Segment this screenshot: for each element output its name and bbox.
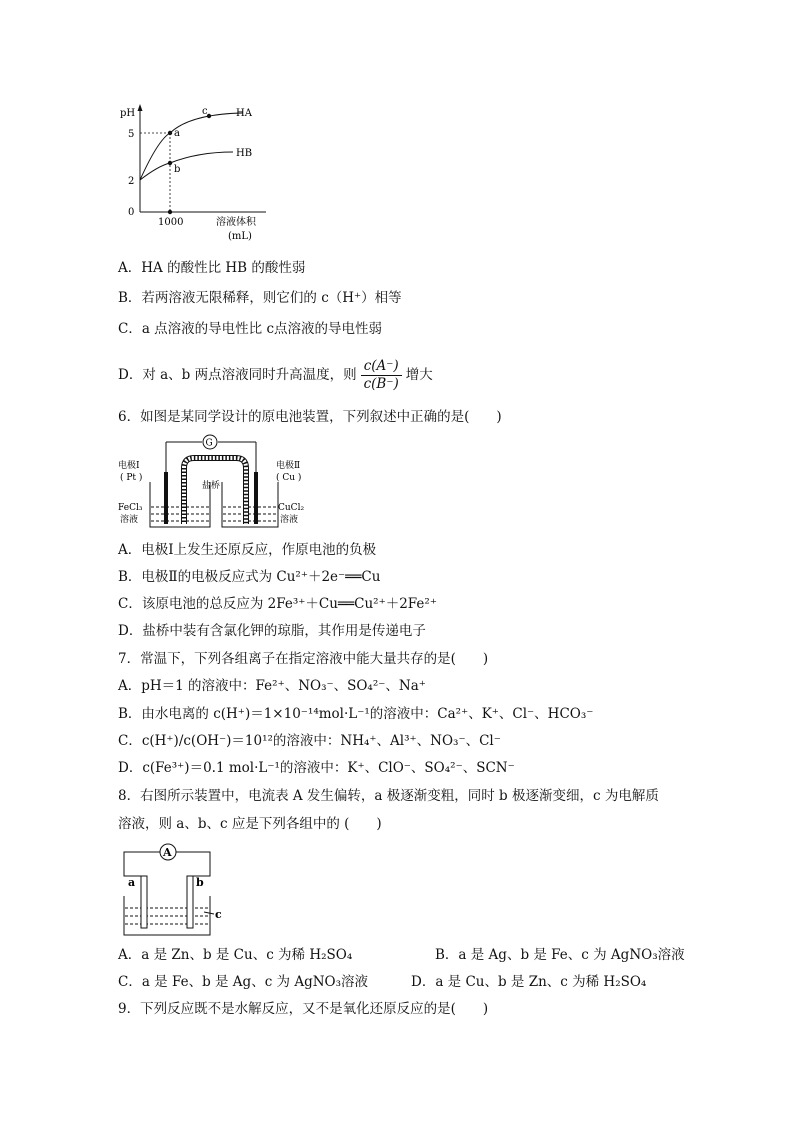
left-solution-label-1: FeCl₃ <box>118 503 143 513</box>
q5-option-b: B．若两溶液无限稀释，则它们的 c（H⁺）相等 <box>118 290 402 306</box>
point-b-label: b <box>174 164 181 175</box>
x-1000-dot <box>168 210 172 214</box>
curve-hb-label: HB <box>236 148 253 159</box>
electrolyte-label: c <box>215 908 222 921</box>
point-a-label: a <box>174 128 180 139</box>
q6-option-a: A．电极Ⅰ上发生还原反应，作原电池的负极 <box>118 542 377 558</box>
electrode-a <box>141 876 147 928</box>
q7-stem: 7．常温下，下列各组离子在指定溶液中能大量共存的是( ) <box>118 651 489 667</box>
galvanic-cell-diagram <box>118 432 318 532</box>
q7-option-a: A．pH＝1 的溶液中：Fe²⁺、NO₃⁻、SO₄²⁻、Na⁺ <box>118 678 426 694</box>
q6-option-c: C．该原电池的总反应为 2Fe³⁺＋Cu══Cu²⁺＋2Fe²⁺ <box>118 596 437 612</box>
right-solution-label-2: 溶液 <box>280 515 299 525</box>
q6-stem: 6．如图是某同学设计的原电池装置，下列叙述中正确的是( ) <box>118 409 502 425</box>
left-solution-label-2: 溶液 <box>120 515 139 525</box>
electrode-2-label: 电极Ⅱ <box>276 461 301 471</box>
fraction-numerator: c(A⁻) <box>361 358 402 376</box>
right-beaker <box>222 482 278 527</box>
left-beaker <box>150 482 210 527</box>
q5-option-c: C．a 点溶液的导电性比 c点溶液的导电性弱 <box>118 321 383 337</box>
q8-stem-line-2: 溶液，则 a、b、c 应是下列各组中的 ( ) <box>118 816 382 832</box>
curve-hb <box>140 152 233 180</box>
electrode-pt <box>164 472 168 524</box>
ammeter-cell-diagram <box>118 840 228 940</box>
q9-stem: 9．下列反应既不是水解反应，又不是氧化还原反应的是( ) <box>118 1001 489 1017</box>
electrode-a-label: a <box>128 876 136 889</box>
q6-option-d: D．盐桥中装有含氯化钾的琼脂，其作用是传递电子 <box>118 623 426 639</box>
q8-option-d: D．a 是 Cu、b 是 Zn、c 为稀 H₂SO₄ <box>411 974 647 990</box>
electrode-1-label: 电极Ⅰ <box>118 461 140 471</box>
q6-option-b: B．电极Ⅱ的电极反应式为 Cu²⁺＋2e⁻══Cu <box>118 569 381 585</box>
x-tick-1000: 1000 <box>158 217 184 228</box>
electrode-b-label: b <box>196 876 204 889</box>
q8-stem-line-1: 8．右图所示装置中，电流表 A 发生偏转，a 极逐渐变粗，同时 b 极逐渐变细，c 为电解质 <box>118 788 659 804</box>
q7-option-c: C．c(H⁺)/c(OH⁻)＝10¹²的溶液中：NH₄⁺、Al³⁺、NO₃⁻、Cl⁻ <box>118 733 501 749</box>
tick-0: 0 <box>128 207 135 218</box>
c-pointer <box>204 912 214 914</box>
y-axis-label: pH <box>120 108 136 119</box>
ammeter-label: A <box>163 846 172 859</box>
q5-d-text: D．对 a、b 两点溶液同时升高温度，则 <box>118 367 357 383</box>
q7-option-b: B．由水电离的 c(H⁺)＝1×10⁻¹⁴mol·L⁻¹的溶液中：Ca²⁺、K⁺、Cl⁻、HCO₃⁻ <box>118 706 594 722</box>
electrode-1-material: ( Pt ) <box>120 473 143 483</box>
tick-5: 5 <box>128 129 135 140</box>
electrode-2-material: ( Cu ) <box>276 473 302 483</box>
point-c-label: c <box>202 106 208 117</box>
x-axis-label-2: (mL) <box>228 231 252 242</box>
y-axis-arrow <box>138 104 143 111</box>
x-axis-label-1: 溶液体积 <box>216 217 256 228</box>
curve-ha-label: HA <box>236 108 252 119</box>
q8-option-b: B．a 是 Ag、b 是 Fe、c 为 AgNO₃溶液 <box>435 947 685 963</box>
q5-option-d <box>118 355 433 395</box>
galvanometer-label: G <box>205 438 213 449</box>
q5-d-suffix: 增大 <box>405 367 433 383</box>
tick-2: 2 <box>128 176 135 187</box>
q8-option-c: C．a 是 Fe、b 是 Ag、c 为 AgNO₃溶液 <box>118 974 369 990</box>
q8-option-a: A．a 是 Zn、b 是 Cu、c 为稀 H₂SO₄ <box>118 947 353 963</box>
point-a-dot <box>168 131 172 135</box>
ratio-fraction <box>361 358 402 393</box>
electrode-b <box>187 876 193 928</box>
q5-option-a: A．HA 的酸性比 HB 的酸性弱 <box>118 260 306 276</box>
ph-dilution-graph <box>118 100 268 245</box>
point-b-dot <box>168 161 172 165</box>
curve-ha <box>140 113 243 180</box>
right-solution-label-1: CuCl₂ <box>278 503 305 513</box>
fraction-denominator: c(B⁻) <box>363 376 399 392</box>
salt-bridge-label: 盐桥 <box>202 481 221 491</box>
q7-option-d: D．c(Fe³⁺)＝0.1 mol·L⁻¹的溶液中：K⁺、ClO⁻、SO₄²⁻、SCN⁻ <box>118 760 515 776</box>
electrode-cu <box>254 472 258 524</box>
